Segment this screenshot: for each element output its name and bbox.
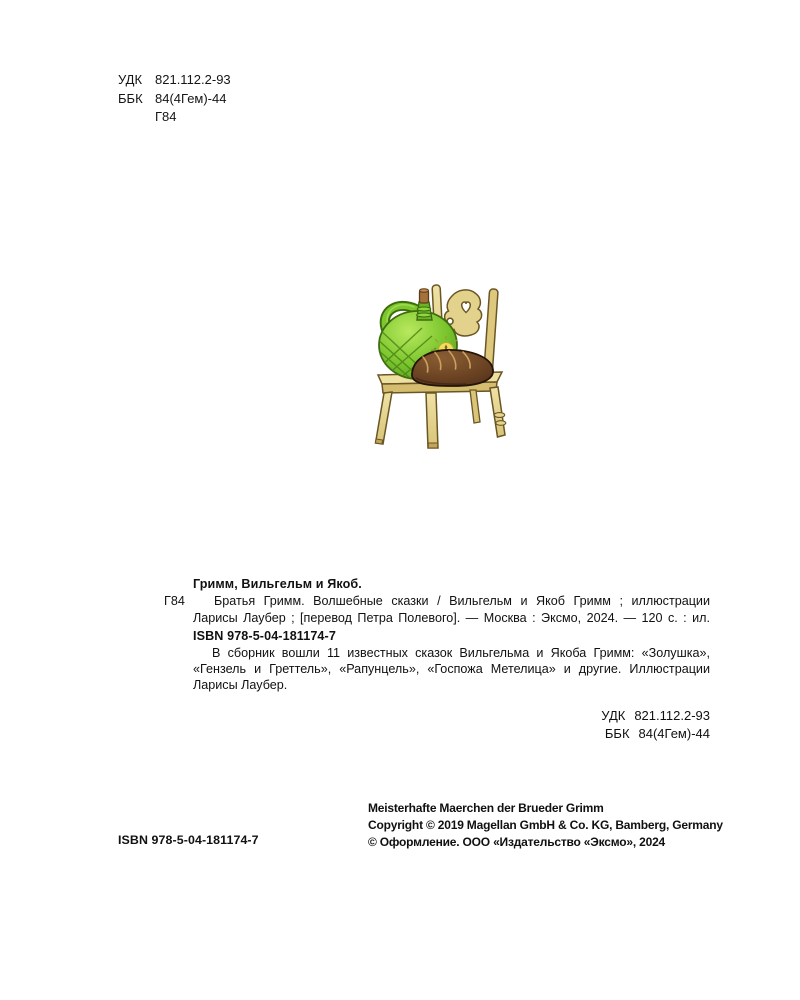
udk-value: 821.112.2-93 — [155, 72, 231, 87]
jug-neck-ring-1 — [417, 307, 431, 311]
author-heading: Гримм, Вильгельм и Якоб. — [193, 577, 362, 591]
chair-foot-middle — [428, 443, 437, 448]
bbk-label: ББК — [604, 726, 630, 741]
jug-neck-ring-2 — [417, 313, 432, 317]
chair-leg-middle — [426, 393, 438, 448]
chair-leg-ring-2 — [496, 421, 506, 426]
catalog-code: Г84 — [164, 594, 185, 608]
annotation-line: «Гензель и Греттель», «Рапунцель», «Госпожа Метелица» и другие. Иллюстрации — [193, 662, 710, 676]
isbn-bottom: ISBN 978-5-04-181174-7 — [118, 833, 259, 847]
chair-leg-right — [490, 387, 505, 437]
original-title: Meisterhafte Maerchen der Brueder Grimm — [368, 801, 604, 815]
design-copyright-line: © Оформление. ООО «Издательство «Эксмо», 2024 — [368, 835, 666, 849]
udk-row — [118, 71, 231, 90]
chair-leg-back — [470, 390, 480, 423]
jug-cork-top — [420, 289, 429, 293]
copyright-line: Copyright © 2019 Magellan GmbH & Co. KG, Bamberg, Germany — [368, 818, 723, 832]
udk-row-bottom — [601, 707, 710, 725]
catalog-entry-line: Братья Гримм. Волшебные сказки / Вильгельм и Якоб Гримм ; иллюстрации — [214, 594, 710, 608]
chair-leg-ring-1 — [494, 413, 504, 418]
classification-block-top — [118, 71, 231, 127]
udk-value: 821.112.2-93 — [634, 708, 710, 723]
catalog-code-top: Г84 — [155, 109, 177, 124]
bbk-value: 84(4Гем)-44 — [638, 726, 710, 741]
chair-leg-left — [376, 392, 393, 444]
bbk-row — [118, 90, 231, 109]
udk-label: УДК — [118, 72, 143, 87]
cataloging-in-publication — [164, 577, 710, 697]
classification-block-bottom — [601, 707, 710, 743]
chair-foot-left — [376, 439, 383, 444]
bbk-value: 84(4Гем)-44 — [155, 90, 227, 106]
annotation-line: Ларисы Лаубер. — [193, 678, 288, 692]
catalog-entry-line: Ларисы Лаубер ; [перевод Петра Полевого]. — Москва : Эксмо, 2024. — 120 с. : ил. — [193, 611, 710, 625]
udk-label: УДК — [601, 708, 626, 723]
illustration-chair-jug-bread — [366, 276, 512, 452]
isbn-catalog: ISBN 978-5-04-181174-7 — [193, 629, 336, 643]
copyright-block — [368, 800, 723, 851]
bbk-label: ББК — [118, 90, 143, 106]
bbk-row-bottom — [601, 725, 710, 743]
annotation-line: В сборник вошли 11 известных сказок Вильгельма и Якоба Гримм: «Золушка», — [212, 646, 710, 660]
